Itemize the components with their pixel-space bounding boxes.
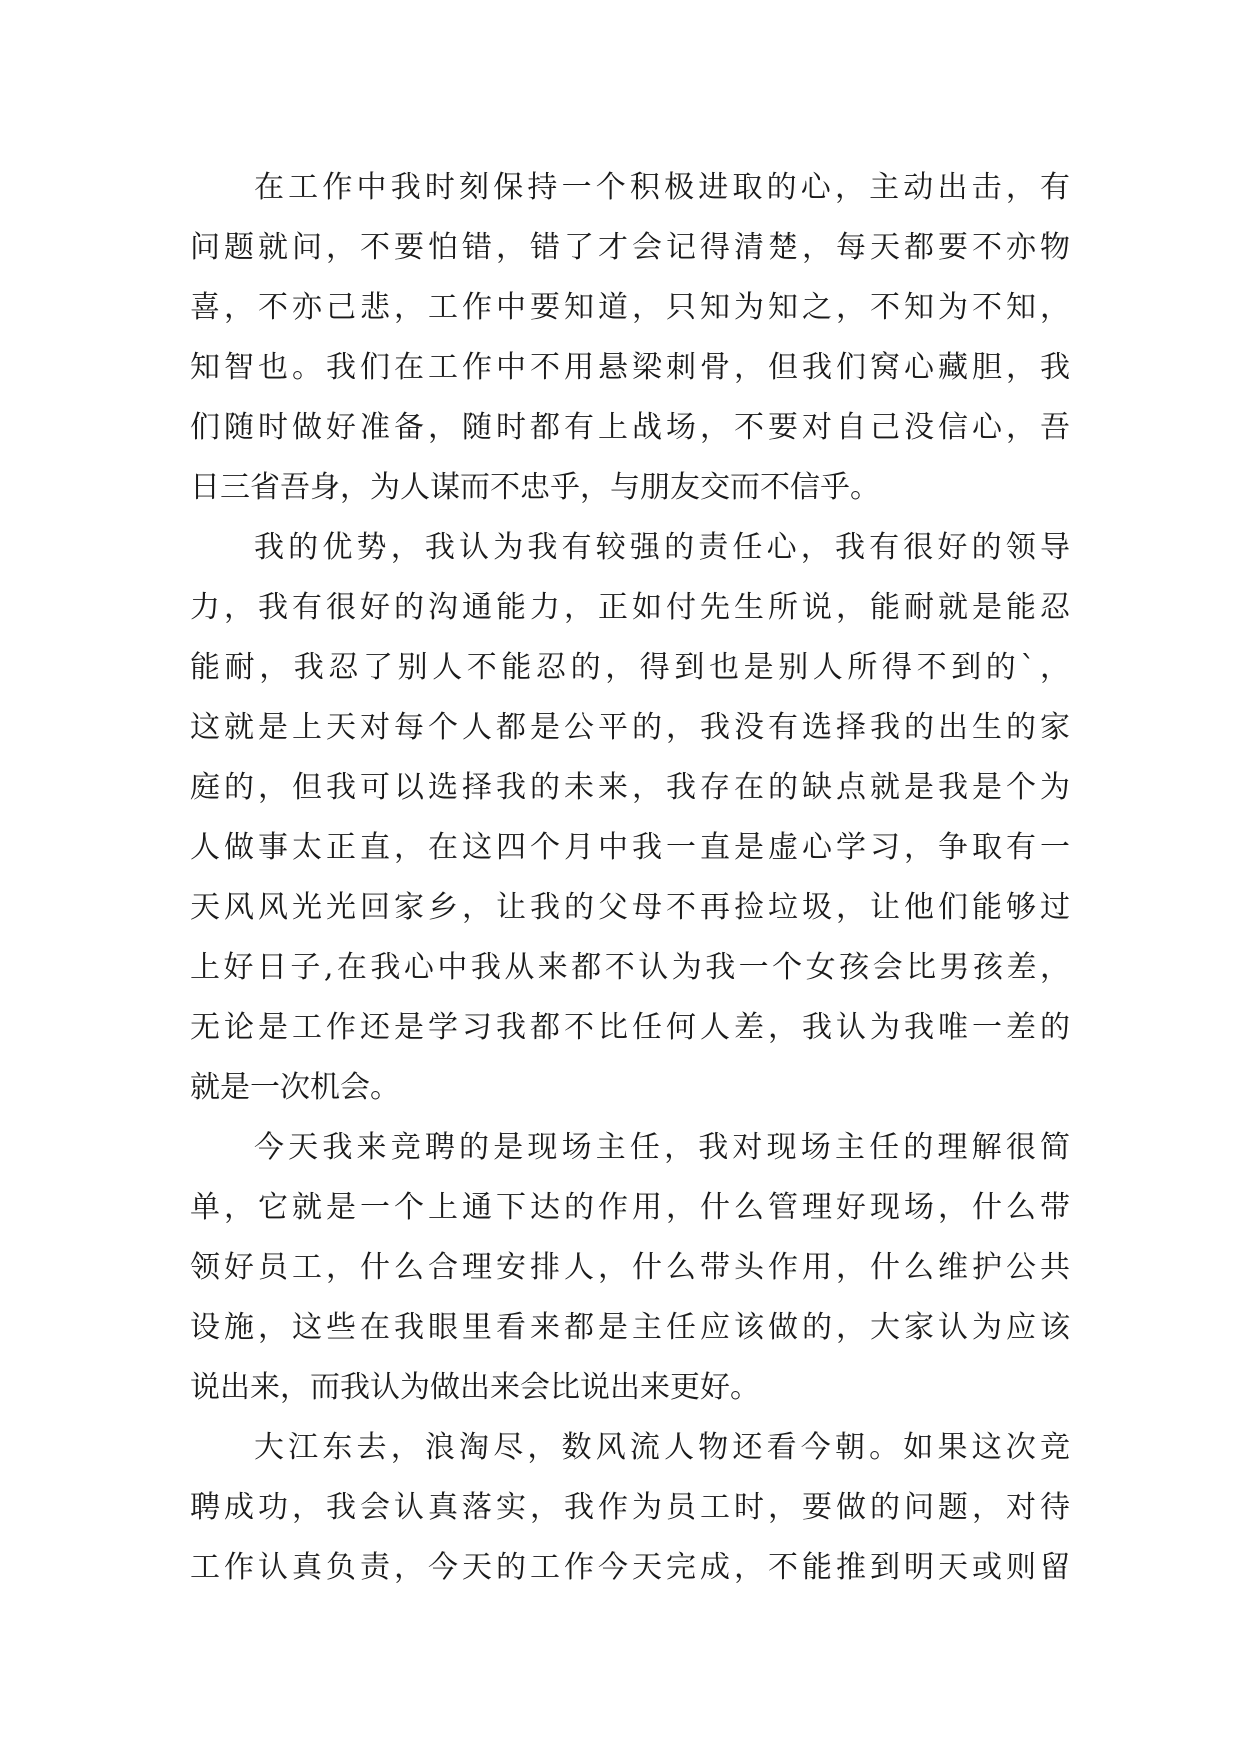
paragraph-2-line-7: 天风风光光回家乡，让我的父母不再捡垃圾，让他们能够过 xyxy=(190,890,1070,925)
paragraph-2-line-3: 能耐，我忍了别人不能忍的，得到也是别人所得不到的`， xyxy=(190,650,1070,685)
paragraph-3-line-2: 单，它就是一个上通下达的作用，什么管理好现场，什么带 xyxy=(190,1190,1070,1225)
paragraph-1-line-6: 日三省吾身，为人谋而不忠乎，与朋友交而不信乎。 xyxy=(190,470,880,505)
paragraph-1-line-2: 问题就问，不要怕错，错了才会记得清楚，每天都要不亦物 xyxy=(190,230,1070,265)
paragraph-3-line-1: 今天我来竞聘的是现场主任，我对现场主任的理解很简 xyxy=(254,1130,1070,1165)
paragraph-2-line-9: 无论是工作还是学习我都不比任何人差，我认为我唯一差的 xyxy=(190,1010,1070,1045)
paragraph-1-line-5: 们随时做好准备，随时都有上战场，不要对自己没信心，吾 xyxy=(190,410,1070,445)
paragraph-4-line-3: 工作认真负责，今天的工作今天完成，不能推到明天或则留 xyxy=(190,1550,1070,1585)
paragraph-1-line-4: 知智也。我们在工作中不用悬梁刺骨，但我们窝心藏胆，我 xyxy=(190,350,1070,385)
paragraph-2-line-4: 这就是上天对每个人都是公平的，我没有选择我的出生的家 xyxy=(190,710,1070,745)
paragraph-2-line-6: 人做事太正直，在这四个月中我一直是虚心学习，争取有一 xyxy=(190,830,1070,865)
paragraph-4-line-2: 聘成功，我会认真落实，我作为员工时，要做的问题，对待 xyxy=(190,1490,1070,1525)
paragraph-2-line-8: 上好日子,在我心中我从来都不认为我一个女孩会比男孩差， xyxy=(190,950,1070,985)
paragraph-3-line-5: 说出来，而我认为做出来会比说出来更好。 xyxy=(190,1370,760,1405)
paragraph-1-line-1: 在工作中我时刻保持一个积极进取的心，主动出击，有 xyxy=(254,170,1070,205)
paragraph-1-line-3: 喜，不亦己悲，工作中要知道，只知为知之，不知为不知， xyxy=(190,290,1070,325)
paragraph-2-line-5: 庭的，但我可以选择我的未来，我存在的缺点就是我是个为 xyxy=(190,770,1070,805)
paragraph-4-line-1: 大江东去，浪淘尽，数风流人物还看今朝。如果这次竞 xyxy=(254,1430,1070,1465)
paragraph-3-line-3: 领好员工，什么合理安排人，什么带头作用，什么维护公共 xyxy=(190,1250,1070,1285)
paragraph-2-line-10: 就是一次机会。 xyxy=(190,1070,400,1105)
paragraph-2-line-1: 我的优势，我认为我有较强的责任心，我有很好的领导 xyxy=(254,530,1070,565)
document-body xyxy=(190,158,1070,1598)
paragraph-2-line-2: 力，我有很好的沟通能力，正如付先生所说，能耐就是能忍 xyxy=(190,590,1070,625)
paragraph-3-line-4: 设施，这些在我眼里看来都是主任应该做的，大家认为应该 xyxy=(190,1310,1070,1345)
